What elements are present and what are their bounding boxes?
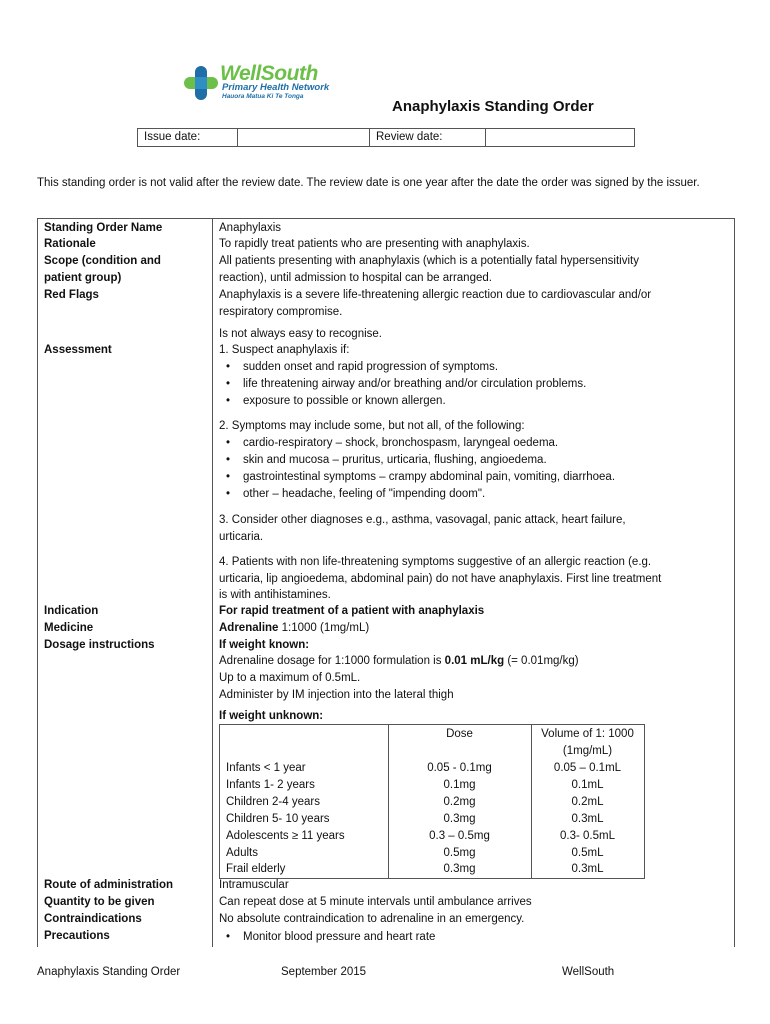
volume-value: 0.3- 0.5mL <box>560 830 615 842</box>
dose-value: 0.05 - 0.1mg <box>427 762 492 774</box>
logo-wordmark: WellSouth <box>220 62 318 85</box>
dose-formula-value: 0.01 mL/kg <box>444 655 505 667</box>
standing-order-table <box>37 218 735 947</box>
logo-maori-subtitle: Hauora Matua Ki Te Tonga <box>222 93 304 100</box>
label-scope: Scope (condition and <box>44 255 161 267</box>
label-quantity: Quantity to be given <box>44 896 155 908</box>
dose-value: 0.1mg <box>443 779 476 791</box>
age-group: Adults <box>226 847 258 859</box>
value-scope-cont: reaction), until admission to hospital can be arranged. <box>219 272 492 284</box>
age-group: Children 2-4 years <box>226 796 320 808</box>
volume-value: 0.3mL <box>571 863 604 875</box>
assessment-point-2: 2. Symptoms may include some, but not all, of the following: <box>219 420 525 432</box>
assessment-point-1: 1. Suspect anaphylaxis if: <box>219 344 350 356</box>
label-standing-order-name: Standing Order Name <box>44 222 163 234</box>
review-date-label: Review date: <box>370 129 486 146</box>
assessment-point-4: 4. Patients with non life-threatening symptoms suggestive of an allergic reaction (e.g. <box>219 556 652 568</box>
dose-header: Dose <box>446 728 473 740</box>
age-group: Frail elderly <box>226 863 286 875</box>
review-date-value <box>486 129 632 146</box>
label-dosage-instructions: Dosage instructions <box>44 639 155 651</box>
dose-formula-text: Adrenaline dosage for 1:1000 formulation is <box>219 655 445 667</box>
age-group: Adolescents ≥ 11 years <box>226 830 345 842</box>
value-scope: All patients presenting with anaphylaxis (which is a potentially fatal hypersensitivity <box>219 255 639 267</box>
label-red-flags: Red Flags <box>44 289 99 301</box>
document-title: Anaphylaxis Standing Order <box>392 98 594 115</box>
precaution-bullet: • Monitor blood pressure and heart rate <box>243 929 435 946</box>
dose-table <box>219 724 645 879</box>
dates-table <box>137 128 635 147</box>
footer-organisation: WellSouth <box>562 966 615 978</box>
value-indication: For rapid treatment of a patient with anaphylaxis <box>219 605 485 617</box>
assessment-bullet: • sudden onset and rapid progression of symptoms. <box>243 359 498 376</box>
assessment-bullet: • exposure to possible or known allergen. <box>243 393 446 410</box>
logo-subtitle: Primary Health Network <box>222 82 330 93</box>
value-medicine <box>219 620 734 637</box>
volume-header: Volume of 1: 1000 <box>541 728 634 740</box>
medicine-name: Adrenaline <box>219 622 279 634</box>
medicine-strength: 1:1000 (1mg/mL) <box>278 622 370 634</box>
value-red-flags: Anaphylaxis is a severe life-threatening allergic reaction due to cardiovascular and/or <box>219 289 652 301</box>
label-route: Route of administration <box>44 879 174 891</box>
symptom-bullet: • gastrointestinal symptoms – crampy abdominal pain, vomiting, diarrhoea. <box>243 469 615 486</box>
footer-date: September 2015 <box>281 966 367 978</box>
dose-administration: Administer by IM injection into the lateral thigh <box>219 689 454 701</box>
label-rationale: Rationale <box>44 238 96 250</box>
assessment-point-4-cont: urticaria, lip angioedema, abdominal pain) do not have anaphylaxis. First line treatment <box>219 573 662 585</box>
label-assessment: Assessment <box>44 344 112 356</box>
dose-maximum: Up to a maximum of 0.5mL. <box>219 672 361 684</box>
assessment-point-3-cont: urticaria. <box>219 531 264 543</box>
value-quantity: Can repeat dose at 5 minute intervals until ambulance arrives <box>219 896 532 908</box>
issue-date-label: Issue date: <box>138 129 238 146</box>
dose-weight-unknown-heading: If weight unknown: <box>219 710 324 722</box>
age-group: Children 5- 10 years <box>226 813 330 825</box>
label-precautions: Precautions <box>44 930 110 942</box>
symptom-bullet: • skin and mucosa – pruritus, urticaria, flushing, angioedema. <box>243 452 547 469</box>
assessment-point-3: 3. Consider other diagnoses e.g., asthma, vasovagal, panic attack, heart failure, <box>219 514 626 526</box>
dose-value: 0.5mg <box>443 847 476 859</box>
dose-value: 0.3mg <box>443 813 476 825</box>
dose-formula <box>219 653 734 670</box>
label-contraindications: Contraindications <box>44 913 142 925</box>
label-medicine: Medicine <box>44 622 94 634</box>
value-standing-order-name: Anaphylaxis <box>219 222 282 234</box>
issue-date-value <box>238 129 370 146</box>
age-group: Infants < 1 year <box>226 762 306 774</box>
validity-notice: This standing order is not valid after the review date. The review date is one year after the date the order was signed by the issuer. <box>37 177 700 189</box>
dose-formula-equiv: (= 0.01mg/kg) <box>504 655 579 667</box>
dose-value: 0.3mg <box>443 863 476 875</box>
label-indication: Indication <box>44 605 99 617</box>
volume-header-unit: (1mg/mL) <box>562 745 613 757</box>
volume-value: 0.2mL <box>571 796 604 808</box>
value-rationale: To rapidly treat patients who are presenting with anaphylaxis. <box>219 238 530 250</box>
symptom-bullet: • cardio-respiratory – shock, bronchospasm, laryngeal oedema. <box>243 435 558 452</box>
value-route: Intramuscular <box>219 879 289 891</box>
assessment-bullet: • life threatening airway and/or breathing and/or circulation problems. <box>243 376 586 393</box>
dose-weight-known-heading: If weight known: <box>219 639 310 651</box>
volume-value: 0.5mL <box>571 847 604 859</box>
assessment-point-4-end: is with antihistamines. <box>219 589 331 601</box>
value-contraindications: No absolute contraindication to adrenaline in an emergency. <box>219 913 525 925</box>
dose-value: 0.2mg <box>443 796 476 808</box>
volume-value: 0.1mL <box>571 779 604 791</box>
volume-value: 0.3mL <box>571 813 604 825</box>
label-scope-cont: patient group) <box>44 272 122 284</box>
wellsouth-logo <box>182 62 352 104</box>
dose-value: 0.3 – 0.5mg <box>429 830 490 842</box>
volume-value: 0.05 – 0.1mL <box>553 762 622 774</box>
cross-logo-icon <box>182 64 220 102</box>
age-group: Infants 1- 2 years <box>226 779 315 791</box>
footer-document-name: Anaphylaxis Standing Order <box>37 966 181 978</box>
value-red-flags-note: Is not always easy to recognise. <box>219 328 382 340</box>
value-red-flags-cont: respiratory compromise. <box>219 306 343 318</box>
symptom-bullet: • other – headache, feeling of "impending doom". <box>243 486 485 503</box>
